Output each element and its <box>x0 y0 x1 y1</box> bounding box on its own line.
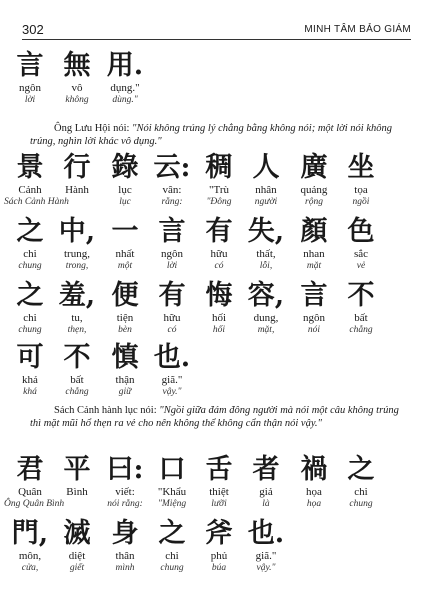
vietnamese-meaning: là <box>262 499 270 509</box>
han-character: 可 <box>16 342 44 373</box>
vietnamese-meaning: có <box>214 261 224 271</box>
han-character: 之 <box>158 518 186 549</box>
character-cell <box>99 280 151 336</box>
sino-vietnamese-reading: vô <box>71 82 83 94</box>
han-character: 用. <box>106 50 144 81</box>
header-rule <box>22 39 411 40</box>
character-cell <box>51 518 103 574</box>
sino-vietnamese-reading: ngôn <box>303 312 325 324</box>
sino-vietnamese-reading: thân <box>115 550 135 562</box>
vietnamese-meaning: Sách Cảnh Hành <box>4 197 69 207</box>
character-cell <box>288 216 340 272</box>
sino-vietnamese-reading: diệt <box>68 550 86 562</box>
sino-vietnamese-reading: quảng <box>300 184 328 196</box>
vietnamese-meaning: búa <box>211 563 227 573</box>
han-character: 坐 <box>347 152 375 183</box>
sino-vietnamese-reading: ngôn <box>161 248 183 260</box>
sino-vietnamese-reading: trung, <box>64 248 90 260</box>
paragraph-source: Ông Lưu Hội nói: <box>54 123 130 134</box>
character-cell <box>240 454 292 510</box>
translation-paragraph <box>30 122 402 148</box>
character-cell <box>193 518 245 574</box>
han-character: 之 <box>347 454 375 485</box>
sino-vietnamese-reading: sắc <box>353 248 369 260</box>
han-character: 無 <box>63 50 91 81</box>
han-character: 口 <box>158 454 186 485</box>
han-character: 舌 <box>205 454 233 485</box>
book-title: MINH TÂM BẢO GIÁM <box>304 24 411 35</box>
vietnamese-meaning: lưỡi <box>211 499 227 509</box>
vietnamese-meaning: dùng." <box>112 95 138 105</box>
vietnamese-meaning: chung <box>349 499 373 509</box>
sino-vietnamese-reading: phủ <box>210 550 228 562</box>
vietnamese-meaning: chẳng <box>349 325 373 335</box>
sino-vietnamese-reading: nhan <box>303 248 325 260</box>
sino-vietnamese-reading: tu, <box>71 312 83 324</box>
character-cell <box>51 454 103 499</box>
han-character: 行 <box>63 152 91 183</box>
han-character: 之 <box>16 216 44 247</box>
vietnamese-meaning: nói rằng: <box>107 499 143 509</box>
sino-vietnamese-reading: họa <box>306 486 322 498</box>
sino-vietnamese-reading: dung, <box>253 312 279 324</box>
character-cell <box>4 454 65 510</box>
character-cell <box>240 152 292 208</box>
character-cell <box>193 216 245 272</box>
sino-vietnamese-reading: vân: <box>162 184 182 196</box>
page-header <box>22 22 411 38</box>
character-cell <box>99 454 151 510</box>
han-character: 曰: <box>106 454 144 485</box>
sino-vietnamese-reading: thất, <box>256 248 276 260</box>
character-cell <box>240 518 292 574</box>
han-character: 也. <box>247 518 285 549</box>
sino-vietnamese-reading: hối <box>211 312 227 324</box>
han-character: 言 <box>16 50 44 81</box>
han-character: 景 <box>16 152 44 183</box>
sino-vietnamese-reading: thận <box>115 374 135 386</box>
sino-vietnamese-reading: nhất <box>115 248 135 260</box>
han-character: 也. <box>153 342 191 373</box>
han-character: 顏 <box>300 216 328 247</box>
character-cell <box>51 50 103 106</box>
paragraph-text: "Nói không trúng lý chẳng bằng không nói; một lời nói không trúng, nghìn lời khác vô dụng." <box>30 123 392 147</box>
vietnamese-meaning: mình <box>115 563 135 573</box>
character-cell <box>193 454 245 510</box>
han-character: 有 <box>205 216 233 247</box>
han-character: 有 <box>158 280 186 311</box>
vietnamese-meaning: ngồi <box>352 197 370 207</box>
sino-vietnamese-reading: Bình <box>66 486 88 498</box>
vietnamese-meaning: chung <box>18 261 42 271</box>
sino-vietnamese-reading: hữu <box>210 248 228 260</box>
sino-vietnamese-reading: bất <box>70 374 84 386</box>
character-cell <box>4 152 69 208</box>
character-cell <box>146 454 198 510</box>
character-cell <box>335 216 387 272</box>
character-cell <box>240 216 292 272</box>
vietnamese-meaning: không <box>65 95 89 105</box>
character-cell <box>51 216 103 272</box>
sino-vietnamese-reading: hữu <box>163 312 181 324</box>
sino-vietnamese-reading: giã." <box>255 550 277 562</box>
sino-vietnamese-reading: Cảnh <box>18 184 42 196</box>
character-cell <box>288 280 340 336</box>
han-character: 不 <box>63 342 91 373</box>
vietnamese-meaning: giữ <box>118 387 132 397</box>
paragraph-text: "Ngồi giữa đám đông người mà nói một câu không trúng thì mặt mũi hổ thẹn ra vẻ cho nên không thể không cẩn thận nói vậy." <box>30 405 399 429</box>
vietnamese-meaning: "Miệng <box>157 499 187 509</box>
character-cell <box>335 280 387 336</box>
vietnamese-meaning: mặt, <box>257 325 275 335</box>
han-character: 者 <box>252 454 280 485</box>
han-character: 廣 <box>300 152 328 183</box>
vietnamese-meaning: lục <box>119 197 131 207</box>
character-cell <box>51 342 103 398</box>
translation-paragraph <box>30 404 402 430</box>
character-cell <box>335 454 387 510</box>
character-cell <box>99 50 151 106</box>
sino-vietnamese-reading: Quân <box>18 486 42 498</box>
sino-vietnamese-reading: tọa <box>354 184 368 196</box>
vietnamese-meaning: lỗi, <box>259 261 273 271</box>
paragraph-source: Sách Cảnh hành lục nói: <box>54 405 157 416</box>
han-character: 失, <box>247 216 285 247</box>
sino-vietnamese-reading: chi <box>23 248 37 260</box>
character-cell <box>4 216 56 272</box>
sino-vietnamese-reading: dụng." <box>110 82 140 94</box>
han-character: 滅 <box>63 518 91 549</box>
han-character: 云: <box>153 152 191 183</box>
han-character: 稠 <box>205 152 233 183</box>
sino-vietnamese-reading: nhân <box>255 184 277 196</box>
han-character: 斧 <box>205 518 233 549</box>
sino-vietnamese-reading: lục <box>118 184 132 196</box>
han-character: 不 <box>347 280 375 311</box>
character-cell <box>99 152 151 208</box>
han-character: 一 <box>111 216 139 247</box>
character-cell <box>146 152 198 208</box>
vietnamese-meaning: chung <box>160 563 184 573</box>
vietnamese-meaning: hối <box>212 325 226 335</box>
sino-vietnamese-reading: thiệt <box>209 486 229 498</box>
vietnamese-meaning: trong, <box>65 261 89 271</box>
sino-vietnamese-reading: Hành <box>65 184 89 196</box>
vietnamese-meaning: có <box>167 325 177 335</box>
sino-vietnamese-reading: chi <box>354 486 368 498</box>
character-cell <box>288 454 340 510</box>
character-cell <box>146 216 198 272</box>
character-cell <box>51 280 103 336</box>
vietnamese-meaning: khá <box>23 387 37 397</box>
han-character: 中, <box>58 216 96 247</box>
vietnamese-meaning: giết <box>69 563 85 573</box>
character-cell <box>146 280 198 336</box>
character-cell <box>4 342 56 398</box>
character-cell <box>335 152 387 208</box>
sino-vietnamese-reading: khả <box>22 374 38 386</box>
character-cell <box>193 152 245 208</box>
character-cell <box>99 216 151 272</box>
sino-vietnamese-reading: "Trù <box>209 184 229 196</box>
character-cell <box>99 342 151 398</box>
sino-vietnamese-reading: chi <box>165 550 179 562</box>
vietnamese-meaning: rộng <box>305 197 323 207</box>
han-character: 人 <box>252 152 280 183</box>
vietnamese-meaning: vẻ <box>356 261 366 271</box>
han-character: 便 <box>111 280 139 311</box>
sino-vietnamese-reading: bất <box>354 312 368 324</box>
character-cell <box>193 280 245 336</box>
character-cell <box>99 518 151 574</box>
vietnamese-meaning: "Đông <box>206 197 232 207</box>
han-character: 言 <box>158 216 186 247</box>
vietnamese-meaning: mặt <box>306 261 322 271</box>
sino-vietnamese-reading: môn, <box>18 550 42 562</box>
sino-vietnamese-reading: "Khẩu <box>157 486 187 498</box>
han-character: 言 <box>300 280 328 311</box>
sino-vietnamese-reading: giả <box>259 486 273 498</box>
vietnamese-meaning: vậy." <box>162 387 182 397</box>
han-character: 羞, <box>58 280 96 311</box>
character-cell <box>4 518 56 574</box>
han-character: 慎 <box>111 342 139 373</box>
vietnamese-meaning: bèn <box>118 325 132 335</box>
sino-vietnamese-reading: ngôn <box>19 82 41 94</box>
vietnamese-meaning: chung <box>18 325 42 335</box>
character-cell <box>288 152 340 208</box>
vietnamese-meaning: rằng: <box>161 197 183 207</box>
vietnamese-meaning: người <box>254 197 278 207</box>
han-character: 平 <box>63 454 91 485</box>
vietnamese-meaning: cửa, <box>21 563 39 573</box>
character-cell <box>146 518 198 574</box>
vietnamese-meaning: lời <box>24 95 36 105</box>
character-cell <box>240 280 292 336</box>
character-cell <box>51 152 103 197</box>
han-character: 門, <box>11 518 49 549</box>
sino-vietnamese-reading: viết: <box>115 486 135 498</box>
page-number: 302 <box>22 22 44 37</box>
vietnamese-meaning: lời <box>166 261 178 271</box>
han-character: 色 <box>347 216 375 247</box>
vietnamese-meaning: nói <box>307 325 321 335</box>
vietnamese-meaning: thẹn, <box>67 325 87 335</box>
han-character: 容, <box>247 280 285 311</box>
vietnamese-meaning: vậy." <box>256 563 276 573</box>
character-cell <box>4 280 56 336</box>
vietnamese-meaning: chẳng <box>65 387 89 397</box>
sino-vietnamese-reading: tiện <box>116 312 134 324</box>
sino-vietnamese-reading: giã." <box>161 374 183 386</box>
han-character: 錄 <box>111 152 139 183</box>
character-cell <box>4 50 56 106</box>
sino-vietnamese-reading: chi <box>23 312 37 324</box>
vietnamese-meaning: Ông Quân Bình <box>4 499 65 509</box>
han-character: 身 <box>111 518 139 549</box>
vietnamese-meaning: họa <box>306 499 322 509</box>
han-character: 之 <box>16 280 44 311</box>
han-character: 悔 <box>205 280 233 311</box>
han-character: 君 <box>16 454 44 485</box>
vietnamese-meaning: một <box>117 261 133 271</box>
han-character: 禍 <box>300 454 328 485</box>
character-cell <box>146 342 198 398</box>
